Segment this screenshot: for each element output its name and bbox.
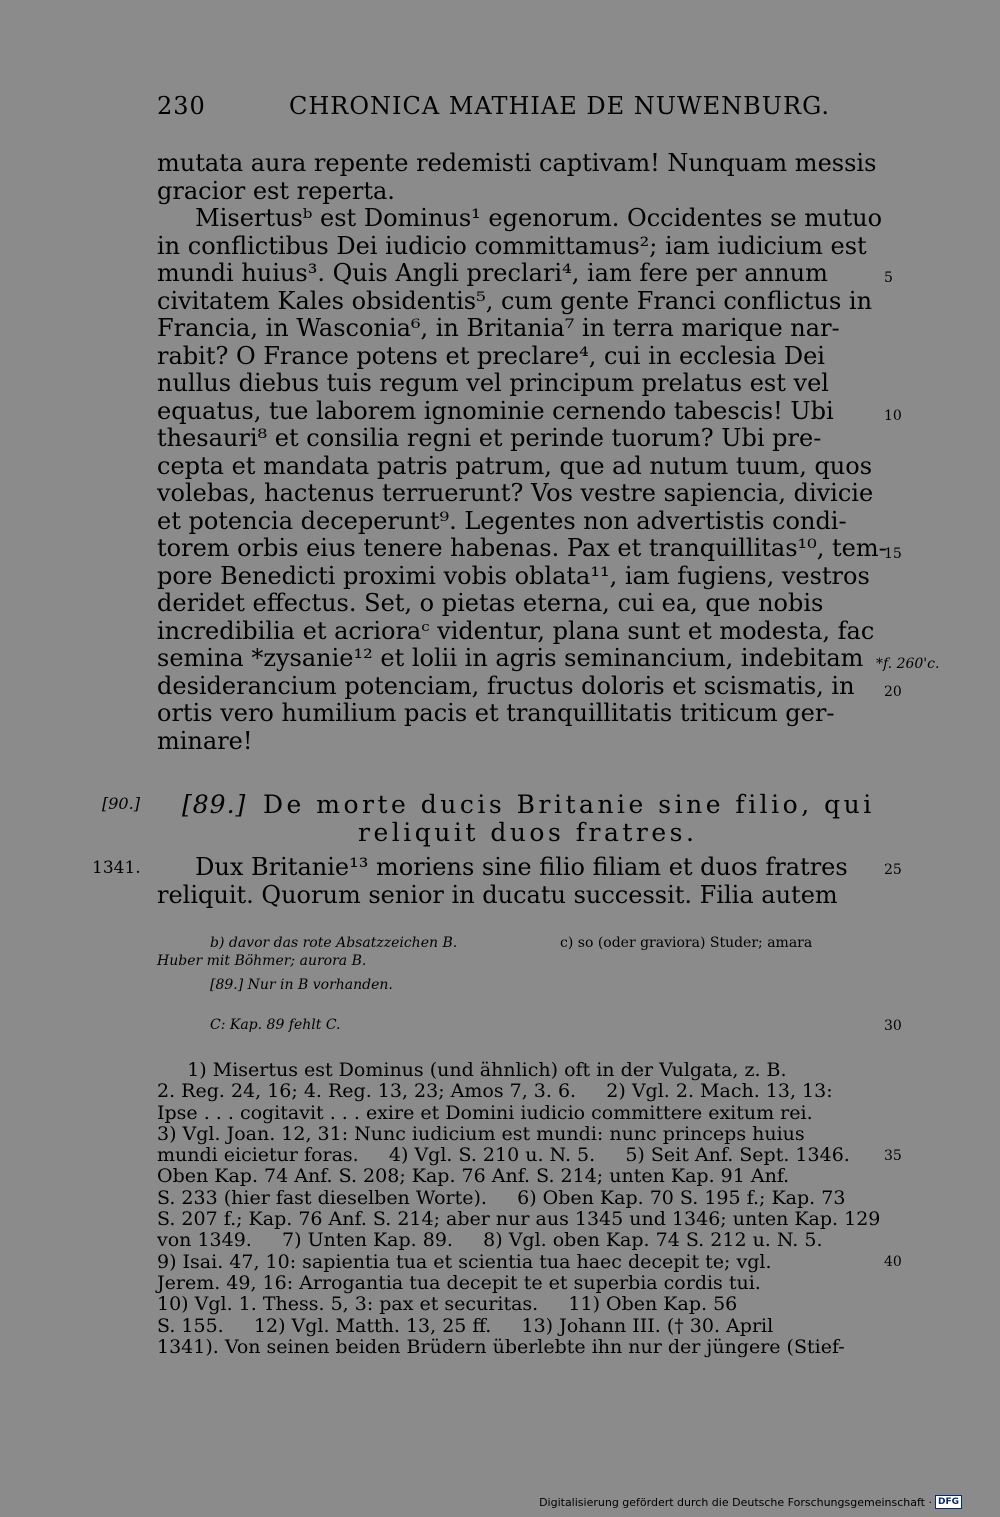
text-line: equatus, tue laborem ignominie cernendo tabescis! Ubi <box>157 396 834 425</box>
text-line: cepta et mandata patris patrum, que ad nutum tuum, quos <box>157 451 873 480</box>
line-number: 15 <box>884 546 902 562</box>
line-number: 40 <box>884 1254 902 1270</box>
footnote-line: 10) Vgl. 1. Thess. 5, 3: pax et securitas. 11) Oben Kap. 56 <box>157 1293 738 1316</box>
text-line: mutata aura repente redemisti captivam! Nunquam messis <box>157 149 877 177</box>
footnote-line: 1) Misertus est Dominus (und ähnlich) oft in der Vulgata, z. B. <box>157 1059 787 1081</box>
text-line: deridet effectus. Set, o pietas eterna, cui ea, que nobis <box>157 589 824 617</box>
text-line: incredibilia et acrioraᶜ videntur, plana sunt et modesta, fac <box>157 616 875 645</box>
page-number: 230 <box>157 92 206 120</box>
footnote-line: 1341). Von seinen beiden Brüdern überlebte ihn nur der jüngere (Stief- <box>157 1335 845 1358</box>
text-line: et potencia deceperunt⁹. Legentes non advertistis condi- <box>157 506 847 535</box>
chapter-number-old: [90.] <box>102 794 140 813</box>
line-number: 5 <box>884 270 893 286</box>
chapter-text <box>157 854 848 909</box>
text-line: semina *zysanie¹² et lolii in agris seminancium, indebitam <box>157 644 864 672</box>
text-line: nullus diebus tuis regum vel principum prelatus est vel <box>157 369 829 397</box>
text-line: rabit? O France potens et preclare⁴, cui in ecclesia Dei <box>157 341 825 370</box>
footnote-line: 3) Vgl. Joan. 12, 31: Nunc iudicium est mundi: nunc princeps huius <box>157 1122 805 1145</box>
dfg-logo: DFG <box>935 1495 962 1509</box>
running-title: CHRONICA MATHIAE DE NUWENBURG. <box>289 92 831 120</box>
text-line: civitatem Kales obsidentis⁵, cum gente Franci conflictus in <box>157 286 873 315</box>
footer-text: Digitalisierung gefördert durch die Deutsche Forschungsgemeinschaft · <box>539 1495 932 1509</box>
footnote-line: S. 155. 12) Vgl. Matth. 13, 25 ff. 13) Johann III. († 30. April <box>157 1314 774 1337</box>
text-line: volebas, hactenus terruerunt? Vos vestre sapiencia, divicie <box>157 479 874 507</box>
chapter-title: De morte ducis Britanie sine filio, qui <box>263 790 875 819</box>
text-line: mundi huius³. Quis Angli preclari⁴, iam fere per annum <box>157 259 828 287</box>
main-text <box>157 150 887 755</box>
footnote-line: S. 207 f.; Kap. 76 Anf. S. 214; aber nur aus 1345 und 1346; unten Kap. 129 <box>157 1208 881 1231</box>
apparatus-chapter: [89.] Nur in B vorhanden. <box>210 977 393 993</box>
footnote-line: Oben Kap. 74 Anf. S. 208; Kap. 76 Anf. S. 214; unten Kap. 91 Anf. <box>157 1165 790 1188</box>
footnote-line: S. 233 (hier fast dieselben Worte). 6) Oben Kap. 70 S. 195 f.; Kap. 73 <box>157 1186 846 1209</box>
text-line: gracior est reperta. <box>157 176 395 205</box>
text-line: ortis vero humilium pacis et tranquillitatis triticum ger- <box>157 699 835 727</box>
folio-marker: *f. 260'c. <box>876 656 940 672</box>
text-line: torem orbis eius tenere habenas. Pax et tranquillitas¹⁰, tem- <box>157 534 887 562</box>
footer <box>539 1495 962 1509</box>
line-number: 35 <box>884 1148 902 1164</box>
text-line: thesauri⁸ et consilia regni et perinde tuorum? Ubi pre- <box>157 424 822 452</box>
footnote-line: Ipse . . . cogitavit . . . exire et Domini iudicio committere exitum rei. <box>157 1101 813 1124</box>
line-number: 10 <box>884 408 902 424</box>
footnote-line: Jerem. 49, 16: Arrogantia tua decepit te et superbia cordis tui. <box>157 1271 761 1294</box>
chapter-title-cont: reliquit duos fratres. <box>358 818 698 847</box>
text-line: Misertusᵇ est Dominus¹ egenorum. Occidentes se mutuo <box>157 204 883 232</box>
footnote-line: von 1349. 7) Unten Kap. 89. 8) Vgl. oben Kap. 74 S. 212 u. N. 5. <box>157 1229 823 1252</box>
text-line: Dux Britanie¹³ moriens sine filio filiam et duos fratres <box>157 853 848 881</box>
footnote-line: 9) Isai. 47, 10: sapientia tua et scientia tua haec decepit te; vgl. <box>157 1250 772 1273</box>
year-marginal: 1341. <box>92 858 141 878</box>
text-line: minare! <box>157 726 253 755</box>
chapter-number: [89.] <box>182 790 247 819</box>
apparatus-c: c) so (oder graviora) Studer; amara <box>560 935 813 951</box>
text-line: in conflictibus Dei iudicio committamus²; iam iudicium est <box>157 231 867 260</box>
footnote-line: 2. Reg. 24, 16; 4. Reg. 13, 23; Amos 7, 3. 6. 2) Vgl. 2. Mach. 13, 13: <box>157 1080 833 1103</box>
apparatus-c-ms: C: Kap. 89 fehlt C. <box>210 1017 341 1033</box>
text-line: desiderancium potenciam, fructus doloris et scismatis, in <box>157 671 855 700</box>
footnote-line: mundi eicietur foras. 4) Vgl. S. 210 u. N. 5. 5) Seit Anf. Sept. 1346. <box>157 1144 850 1167</box>
text-line: pore Benedicti proximi vobis oblata¹¹, iam fugiens, vestros <box>157 561 870 590</box>
apparatus-c-cont: Huber mit Böhmer; aurora B. <box>157 953 367 969</box>
line-number: 30 <box>884 1018 902 1034</box>
apparatus-b: b) davor das rote Absatzzeichen B. <box>210 935 458 951</box>
text-line: reliquit. Quorum senior in ducatu successit. Filia autem <box>157 880 838 909</box>
footnotes <box>157 1060 880 1358</box>
line-number: 20 <box>884 684 902 700</box>
text-line: Francia, in Wasconia⁶, in Britania⁷ in terra marique nar- <box>157 314 840 342</box>
line-number: 25 <box>884 862 902 878</box>
